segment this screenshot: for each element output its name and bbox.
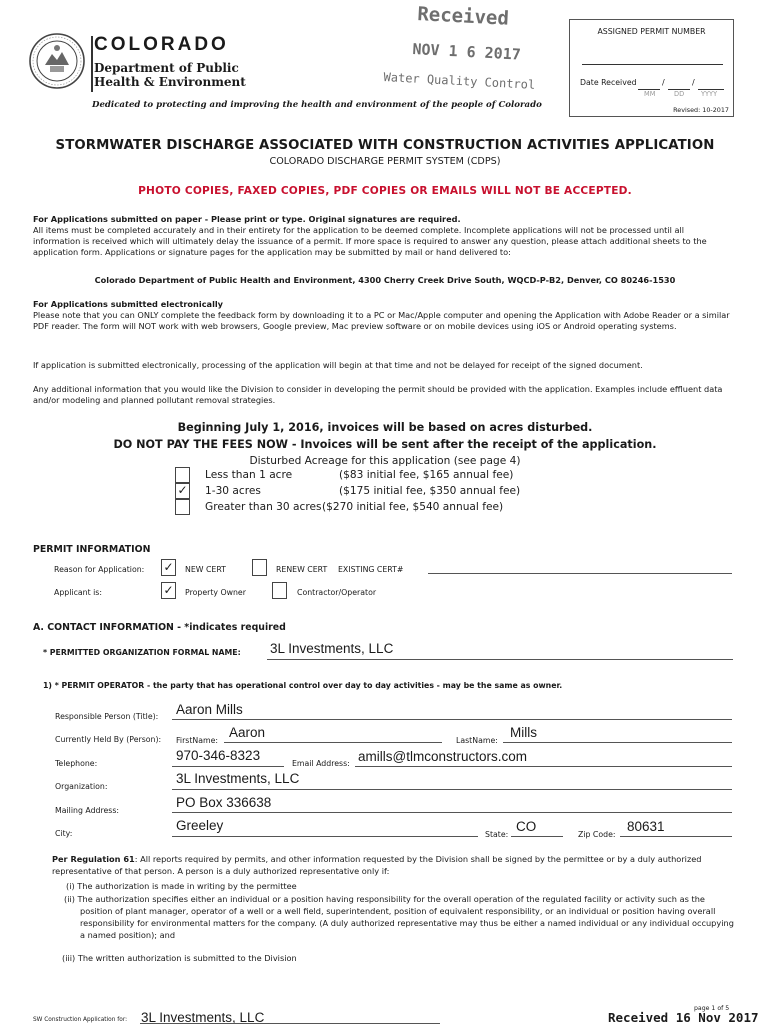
regulation-intro: Per Regulation 61: All reports required by permits, and other information requested by the Division shall be signed by the permittee or by a duly authorized representative of that person. A person is a duly authorized representative only if:	[52, 854, 702, 876]
mailing-address-notice: Colorado Department of Public Health and Environment, 4300 Cherry Creek Drive South, WQCD-P-B2, Denver, CO 80246-1530	[94, 275, 676, 285]
acreage-heading: Disturbed Acreage for this application (see page 4)	[249, 455, 521, 467]
acreage-1-30-fee: ($175 initial fee, $350 annual fee)	[339, 485, 521, 497]
assigned-permit-box: ASSIGNED PERMIT NUMBER Date Received / / MM DD YYYY Revised: 10-2017	[569, 19, 734, 117]
mailing-address-label: Mailing Address:	[55, 806, 120, 815]
electronic-note: If application is submitted electronically, processing of the application will begin at that time and not be delayed for receipt of the signed document.	[33, 360, 643, 370]
received-stamp: Received	[416, 3, 510, 30]
telephone-input[interactable]: 970-346-8323	[176, 748, 261, 763]
organization-label: Organization:	[55, 782, 108, 791]
page-number: page 1 of 5	[694, 1005, 730, 1012]
property-owner-checkbox[interactable]: ✓	[161, 582, 176, 599]
additional-info: Any additional information that you would like the Division to consider in developing the permit should be provided with the application. Examples include effluent data and/or modeling and planned pollutant removal strategies.	[33, 384, 723, 405]
email-label: Email Address:	[292, 759, 350, 768]
renew-cert-checkbox[interactable]	[252, 559, 267, 576]
first-name-underline	[224, 742, 442, 743]
copies-warning: PHOTO COPIES, FAXED COPIES, PDF COPIES OR EMAILS WILL NOT BE ACCEPTED.	[138, 185, 632, 197]
email-underline	[355, 766, 732, 767]
city-label: City:	[55, 829, 73, 838]
organization-input[interactable]: 3L Investments, LLC	[176, 771, 300, 786]
email-input[interactable]: amills@tlmconstructors.com	[358, 749, 527, 764]
form-subtitle: COLORADO DISCHARGE PERMIT SYSTEM (CDPS)	[269, 156, 501, 167]
mm-hint: MM	[644, 90, 656, 98]
currently-held-label: Currently Held By (Person):	[55, 735, 162, 744]
existing-cert-field[interactable]	[428, 573, 732, 574]
telephone-underline	[172, 766, 284, 767]
mailing-address-underline	[172, 812, 732, 813]
last-name-underline	[503, 742, 732, 743]
acreage-less-1-checkbox[interactable]	[175, 467, 190, 483]
zip-label: Zip Code:	[578, 830, 616, 839]
received-stamp-dept: Water Quality Control	[383, 70, 536, 92]
footer-label: SW Construction Application for:	[33, 1017, 128, 1023]
property-owner-label: Property Owner	[185, 588, 246, 597]
state-name: COLORADO	[94, 34, 229, 55]
zip-input[interactable]: 80631	[627, 819, 665, 834]
state-underline	[511, 836, 563, 837]
last-name-label: LastName:	[456, 736, 498, 745]
new-cert-checkbox[interactable]: ✓	[161, 559, 176, 576]
revised-date: Revised: 10-2017	[673, 106, 729, 114]
tagline: Dedicated to protecting and improving the health and environment of the people of Colorado	[92, 100, 542, 110]
electronic-body: Please note that you can ONLY complete the feedback form by downloading it to a PC or Mac/Apple computer and opening the Application with Adobe Reader or a similar PDF reader. The form will NOT work with web browsers, Google preview, Mac preview software or on mobile devices using iOS or Android operating systems.	[33, 310, 730, 331]
city-underline	[172, 836, 478, 837]
acreage-less-1-fee: ($83 initial fee, $165 annual fee)	[339, 469, 514, 481]
first-name-input[interactable]: Aaron	[229, 725, 266, 740]
city-input[interactable]: Greeley	[176, 818, 224, 833]
state-label: State:	[485, 830, 509, 839]
paper-heading: For Applications submitted on paper - Please print or type. Original signatures are required.	[33, 214, 461, 224]
contractor-label: Contractor/Operator	[297, 588, 377, 597]
permit-operator-heading: 1) * PERMIT OPERATOR - the party that has operational control over day to day activities - may be the same as owner.	[43, 681, 563, 690]
received-footer-stamp: Received 16 Nov 2017	[608, 1010, 759, 1025]
org-name-label: * PERMITTED ORGANIZATION FORMAL NAME:	[43, 648, 241, 657]
reason-label: Reason for Application:	[54, 565, 145, 574]
department-name: Department of Public Health & Environment	[94, 61, 246, 89]
organization-underline	[172, 789, 732, 790]
applicant-label: Applicant is:	[54, 588, 102, 597]
footer-value: 3L Investments, LLC	[141, 1010, 265, 1025]
acreage-over-30-checkbox[interactable]	[175, 499, 190, 515]
org-name-input[interactable]: 3L Investments, LLC	[270, 641, 394, 656]
first-name-label: FirstName:	[176, 736, 219, 745]
fee-notice-line2: DO NOT PAY THE FEES NOW - Invoices will be sent after the receipt of the application.	[113, 438, 657, 451]
date-received-label: Date Received	[580, 78, 637, 87]
responsible-person-input[interactable]: Aaron Mills	[176, 702, 243, 717]
acreage-over-30-fee: ($270 initial fee, $540 annual fee)	[322, 501, 504, 513]
last-name-input[interactable]: Mills	[510, 725, 537, 740]
acreage-over-30-label: Greater than 30 acres	[205, 501, 322, 513]
assigned-permit-title: ASSIGNED PERMIT NUMBER	[597, 27, 706, 36]
zip-underline	[620, 836, 732, 837]
state-input[interactable]: CO	[516, 819, 537, 834]
acreage-less-1-label: Less than 1 acre	[205, 469, 293, 481]
mailing-address-input[interactable]: PO Box 336638	[176, 795, 272, 810]
yyyy-hint: YYYY	[701, 90, 718, 98]
permit-number-field[interactable]	[582, 64, 723, 65]
contractor-checkbox[interactable]	[272, 582, 287, 599]
electronic-heading: For Applications submitted electronically	[33, 299, 224, 309]
org-name-underline	[267, 659, 733, 660]
responsible-person-label: Responsible Person (Title):	[55, 712, 159, 721]
permit-info-heading: PERMIT INFORMATION	[33, 544, 151, 555]
regulation-item-i: (i) The authorization is made in writing by the permittee	[66, 881, 297, 891]
regulation-item-iii: (iii) The written authorization is submitted to the Division	[62, 953, 297, 963]
form-title: STORMWATER DISCHARGE ASSOCIATED WITH CONSTRUCTION ACTIVITIES APPLICATION	[55, 138, 715, 153]
fee-notice-line1: Beginning July 1, 2016, invoices will be based on acres disturbed.	[177, 421, 593, 434]
header-divider	[91, 36, 93, 92]
regulation-item-ii: (ii) The authorization specifies either an individual or a position having responsibility for the overall operation of the regulated facility or activity such as the position of plant manager, operator of a well or a well field, superintendent, position of equivalent responsibility, or an individual or position having overall responsibility for environmental matters for the company. (A duly authorized representative may thus be either a named individual or any individual occupying a named position); and	[64, 894, 734, 940]
received-stamp-date: NOV 1 6 2017	[412, 40, 522, 64]
new-cert-label: NEW CERT	[185, 565, 226, 574]
acreage-1-30-label: 1-30 acres	[205, 485, 261, 497]
responsible-underline	[172, 719, 732, 720]
paper-body: All items must be completed accurately and in their entirety for the application to be deemed complete. Incomplete applications will not be processed until all information is received which will ultimately delay the issuance of a permit. If more space is required to answer any question, please attach additional sheets to the application form. Applications or signature pages for the application may be submitted by mail or hand delivered to:	[33, 225, 707, 257]
acreage-1-30-checkbox[interactable]: ✓	[175, 483, 190, 499]
existing-cert-label: EXISTING CERT#	[338, 565, 404, 574]
contact-heading: A. CONTACT INFORMATION - *indicates required	[33, 622, 286, 633]
dd-hint: DD	[674, 90, 685, 98]
renew-cert-label: RENEW CERT	[276, 565, 328, 574]
colorado-seal-icon	[28, 32, 86, 90]
telephone-label: Telephone:	[55, 759, 98, 768]
